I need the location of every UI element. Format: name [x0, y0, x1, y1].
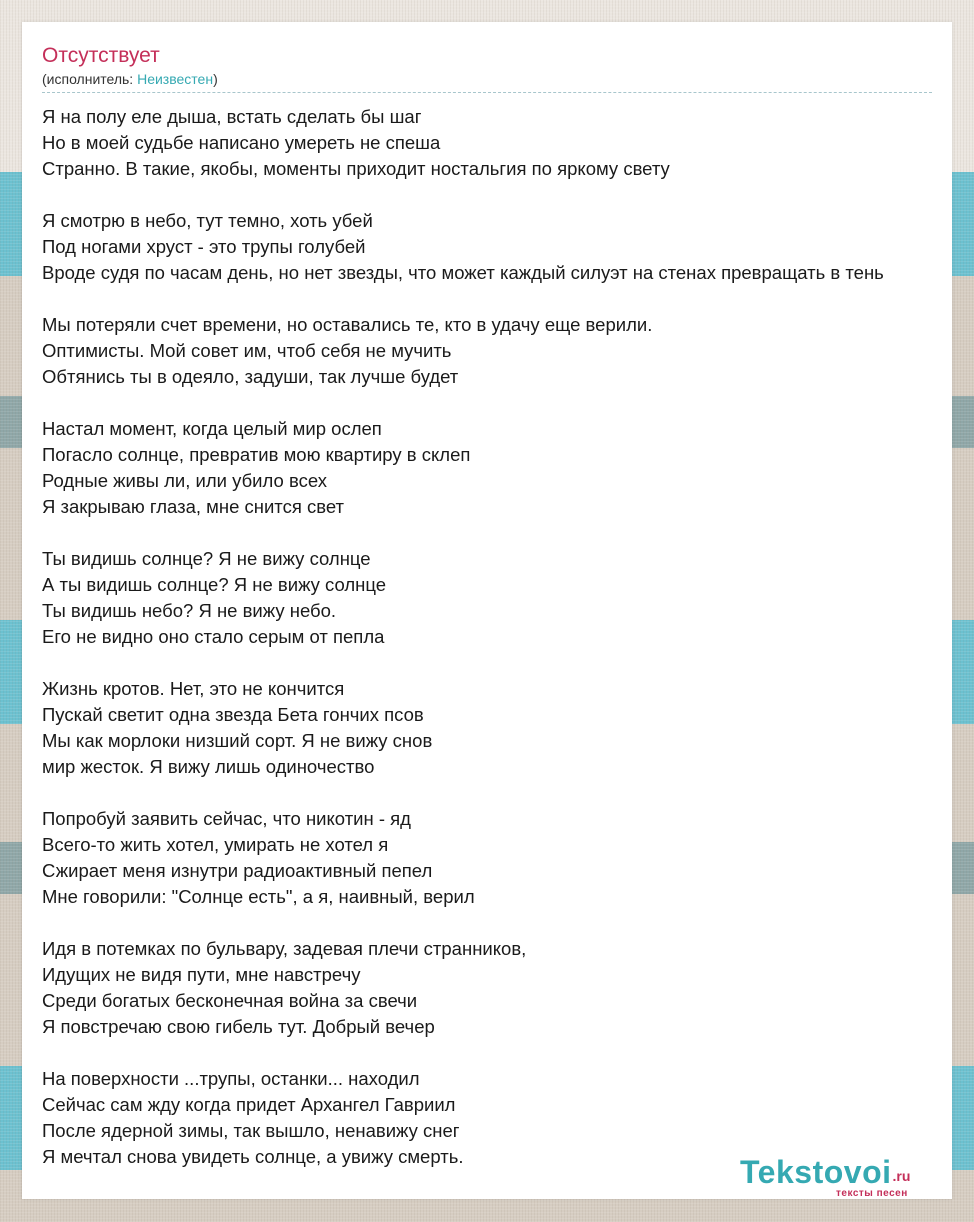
artist-prefix: (исполнитель: — [42, 71, 138, 87]
lyrics-stanza — [42, 416, 952, 520]
artist-link[interactable]: Неизвестен — [137, 71, 214, 87]
lyrics-line: Оптимисты. Мой совет им, чтоб себя не мучить — [42, 340, 452, 361]
lyrics-line: Но в моей судьбе написано умереть не спеша — [42, 132, 441, 153]
lyrics-line: Мы как морлоки низший сорт. Я не вижу снов — [42, 730, 433, 751]
lyrics-line: Я на полу еле дыша, встать сделать бы шаг — [42, 106, 422, 127]
lyrics-line: Попробуй заявить сейчас, что никотин - яд — [42, 808, 411, 829]
lyrics-line: После ядерной зимы, так вышло, ненавижу снег — [42, 1120, 460, 1141]
lyrics-line: Я мечтал снова увидеть солнце, а увижу смерть. — [42, 1146, 464, 1167]
lyrics-line: Вроде судя по часам день, но нет звезды, что может каждый силуэт на стенах превращать в тень — [42, 262, 884, 283]
song-header — [42, 42, 932, 88]
lyrics-stanza — [42, 208, 952, 286]
lyrics-line: На поверхности ...трупы, останки... находил — [42, 1068, 420, 1089]
lyrics-line: Сжирает меня изнутри радиоактивный пепел — [42, 860, 433, 881]
lyrics-stanza — [42, 312, 952, 390]
lyrics-text — [42, 104, 952, 1196]
lyrics-stanza — [42, 676, 952, 780]
lyrics-line: Сейчас сам жду когда придет Архангел Гавриил — [42, 1094, 456, 1115]
lyrics-line: Обтянись ты в одеяло, задуши, так лучше будет — [42, 366, 459, 387]
lyrics-line: Под ногами хруст - это трупы голубей — [42, 236, 366, 257]
lyrics-line: Погасло солнце, превратив мою квартиру в склеп — [42, 444, 471, 465]
logo-name: Tekstovoi — [740, 1154, 892, 1190]
lyrics-line: Среди богатых бесконечная война за свечи — [42, 990, 418, 1011]
artist-line — [42, 70, 932, 88]
lyrics-line: Пускай светит одна звезда Бета гончих псов — [42, 704, 424, 725]
lyrics-line: Настал момент, когда целый мир ослеп — [42, 418, 382, 439]
lyrics-line: Идя в потемках по бульвару, задевая плечи странников, — [42, 938, 527, 959]
lyrics-line: Странно. В такие, якобы, моменты приходит ностальгия по яркому свету — [42, 158, 670, 179]
lyrics-stanza — [42, 104, 952, 182]
logo-tld: .ru — [892, 1168, 911, 1184]
lyrics-line: Жизнь кротов. Нет, это не кончится — [42, 678, 345, 699]
header-divider — [42, 92, 932, 93]
lyrics-stanza — [42, 546, 952, 650]
logo-tagline: тексты песен — [836, 1188, 908, 1199]
artist-suffix: ) — [213, 71, 218, 87]
lyrics-line: мир жесток. Я вижу лишь одиночество — [42, 756, 375, 777]
lyrics-line: Мне говорили: "Солнце есть", а я, наивный, верил — [42, 886, 475, 907]
lyrics-line: Я закрываю глаза, мне снится свет — [42, 496, 344, 517]
song-title: Отсутствует — [42, 44, 160, 67]
lyrics-line: Идущих не видя пути, мне навстречу — [42, 964, 361, 985]
lyrics-card — [22, 22, 952, 1199]
lyrics-line: Ты видишь небо? Я не вижу небо. — [42, 600, 337, 621]
site-logo[interactable] — [740, 1154, 950, 1199]
lyrics-line: Родные живы ли, или убило всех — [42, 470, 327, 491]
lyrics-line: Я повстречаю свою гибель тут. Добрый вечер — [42, 1016, 435, 1037]
lyrics-line: Его не видно оно стало серым от пепла — [42, 626, 385, 647]
lyrics-line: Всего-то жить хотел, умирать не хотел я — [42, 834, 389, 855]
lyrics-line: Мы потеряли счет времени, но оставались те, кто в удачу еще верили. — [42, 314, 653, 335]
lyrics-line: А ты видишь солнце? Я не вижу солнце — [42, 574, 387, 595]
lyrics-stanza — [42, 936, 952, 1040]
lyrics-line: Ты видишь солнце? Я не вижу солнце — [42, 548, 371, 569]
lyrics-line: Я смотрю в небо, тут темно, хоть убей — [42, 210, 373, 231]
lyrics-stanza — [42, 806, 952, 910]
